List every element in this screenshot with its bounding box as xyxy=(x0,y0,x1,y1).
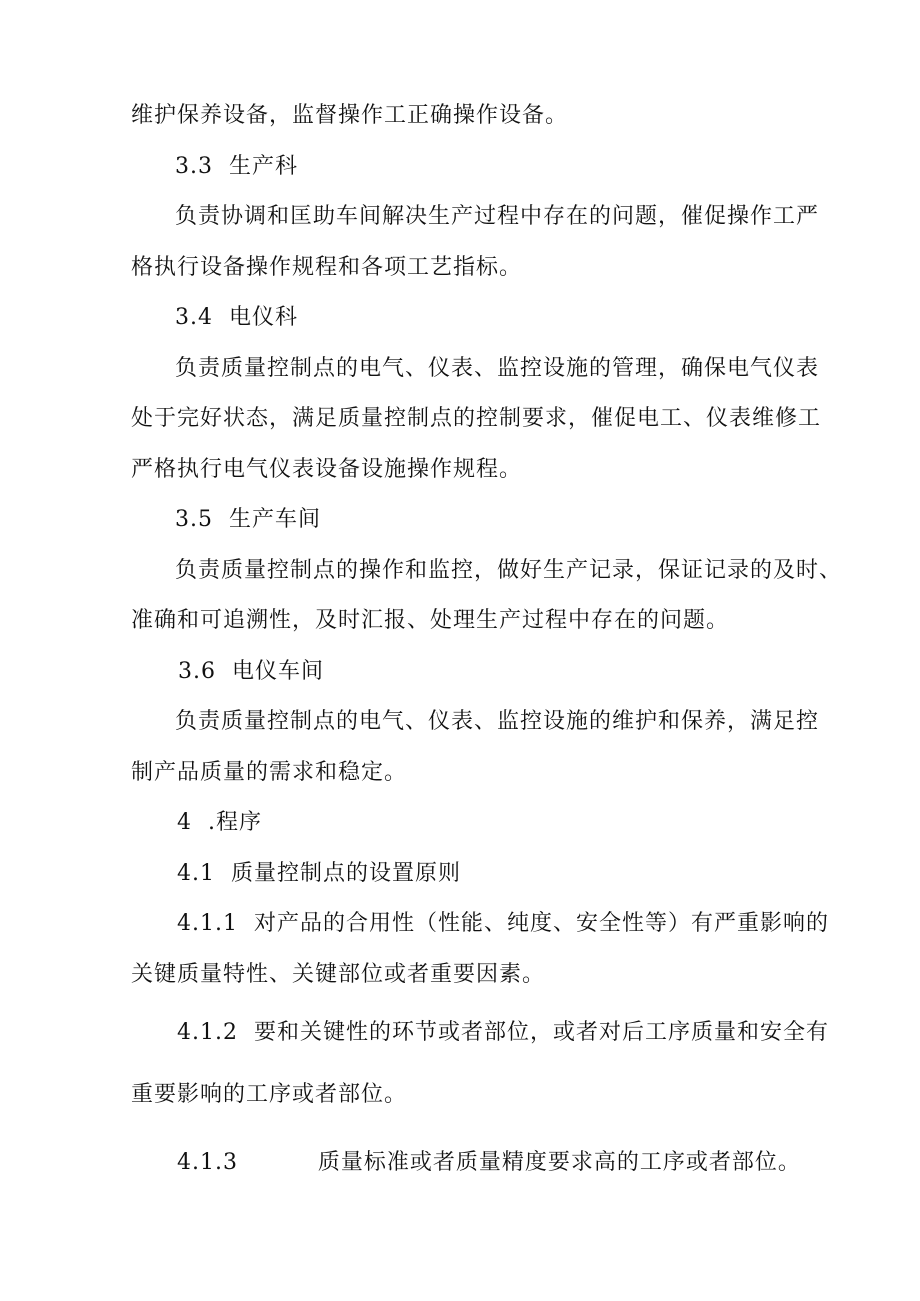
paragraph-line: 关键质量特性、关键部位或者重要因素。 xyxy=(131,962,546,987)
paragraph-line: 严格执行电气仪表设备设施操作规程。 xyxy=(131,457,523,482)
section-heading: 3.5 生产车间 xyxy=(175,507,321,532)
section-heading: 3.6 电仪车间 xyxy=(178,659,324,684)
paragraph-line: 负责质量控制点的电气、仪表、监控设施的管理，确保电气仪表 xyxy=(175,356,820,381)
paragraph-line: 制产品质量的需求和稳定。 xyxy=(131,760,408,785)
paragraph-line: 维护保养设备，监督操作工正确操作设备。 xyxy=(131,103,569,128)
paragraph-line: 处于完好状态，满足质量控制点的控制要求，催促电工、仪表维修工 xyxy=(131,406,822,431)
section-heading: 4.1 质量控制点的设置原则 xyxy=(177,861,461,886)
paragraph-line: 重要影响的工序或者部位。 xyxy=(131,1082,408,1107)
paragraph-line: 4.1.1 对产品的合用性（性能、纯度、安全性等）有严重影响的 xyxy=(177,911,829,936)
paragraph-line: 4.1.2 要和关键性的环节或者部位，或者对后工序质量和安全有 xyxy=(177,1020,829,1045)
section-heading: 3.4 电仪科 xyxy=(175,305,298,330)
paragraph-line: 格执行设备操作规程和各项工艺指标。 xyxy=(131,255,523,280)
paragraph-line: 负责质量控制点的电气、仪表、监控设施的维护和保养，满足控 xyxy=(175,709,820,734)
section-heading: 3.3 生产科 xyxy=(175,154,298,179)
section-heading: 4 .程序 xyxy=(177,810,262,835)
paragraph-line: 负责协调和匡助车间解决生产过程中存在的问题，催促操作工严 xyxy=(175,204,820,229)
paragraph-line: 4.1.3 质量标准或者质量精度要求高的工序或者部位。 xyxy=(177,1150,801,1175)
paragraph-line: 负责质量控制点的操作和监控，做好生产记录，保证记录的及时、 xyxy=(175,558,843,583)
paragraph-line: 准确和可追溯性，及时汇报、处理生产过程中存在的问题。 xyxy=(131,608,730,633)
